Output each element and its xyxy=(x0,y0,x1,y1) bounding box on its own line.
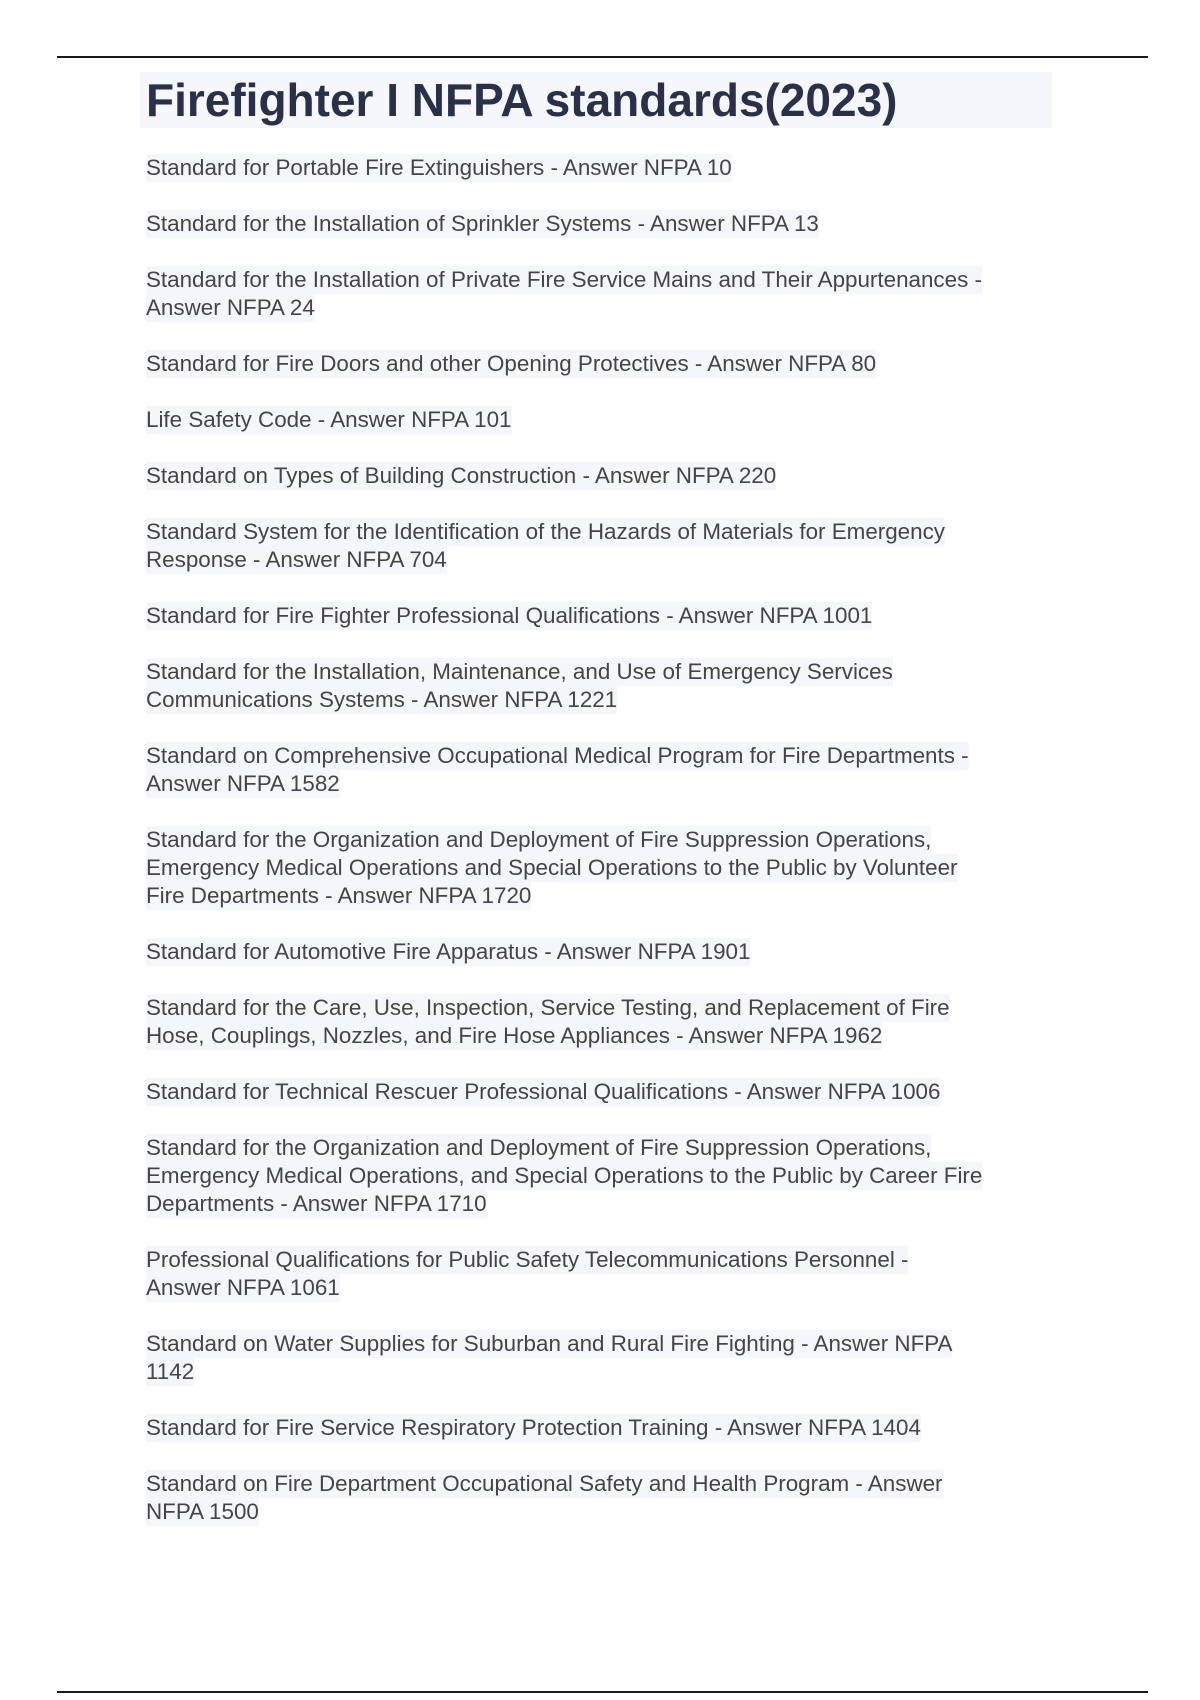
list-item xyxy=(146,266,1076,322)
list-item-line: Standard for Automotive Fire Apparatus - Answer NFPA 1901 xyxy=(146,939,751,964)
list-item xyxy=(146,518,1076,574)
list-item-line: Standard for Fire Doors and other Opening Protectives - Answer NFPA 80 xyxy=(146,351,877,376)
top-rule xyxy=(57,56,1148,58)
list-item xyxy=(146,1078,1076,1106)
list-item-line: Standard for the Installation of Sprinkler Systems - Answer NFPA 13 xyxy=(146,211,819,236)
list-item xyxy=(146,462,1076,490)
list-item-line: Answer NFPA 1061 xyxy=(146,1275,340,1300)
list-item-line: Hose, Couplings, Nozzles, and Fire Hose Appliances - Answer NFPA 1962 xyxy=(146,1023,883,1048)
list-item-line: Standard for the Installation of Private Fire Service Mains and Their Appurtenances - xyxy=(146,267,982,292)
list-item-line: Emergency Medical Operations and Special Operations to the Public by Volunteer xyxy=(146,855,958,880)
list-item xyxy=(146,938,1076,966)
list-item-line: Fire Departments - Answer NFPA 1720 xyxy=(146,883,532,908)
list-item xyxy=(146,1414,1076,1442)
list-item xyxy=(146,350,1076,378)
list-item-line: Standard for Technical Rescuer Professional Qualifications - Answer NFPA 1006 xyxy=(146,1079,941,1104)
list-item xyxy=(146,1246,1076,1302)
list-item-line: NFPA 1500 xyxy=(146,1499,259,1524)
list-item xyxy=(146,602,1076,630)
title-block xyxy=(140,72,1052,128)
bottom-rule xyxy=(57,1691,1148,1693)
list-item-line: Standard on Water Supplies for Suburban and Rural Fire Fighting - Answer NFPA xyxy=(146,1331,953,1356)
list-item-line: Emergency Medical Operations, and Special Operations to the Public by Career Fire xyxy=(146,1163,983,1188)
list-item xyxy=(146,406,1076,434)
list-item-line: Standard for Fire Service Respiratory Protection Training - Answer NFPA 1404 xyxy=(146,1415,921,1440)
list-item-line: Response - Answer NFPA 704 xyxy=(146,547,447,572)
list-item-line: Standard for the Organization and Deployment of Fire Suppression Operations, xyxy=(146,827,932,852)
list-item-line: Standard for the Care, Use, Inspection, Service Testing, and Replacement of Fire xyxy=(146,995,950,1020)
list-item-line: Standard for Portable Fire Extinguishers - Answer NFPA 10 xyxy=(146,155,732,180)
list-item xyxy=(146,658,1076,714)
list-item xyxy=(146,994,1076,1050)
list-item-line: Standard on Comprehensive Occupational Medical Program for Fire Departments - xyxy=(146,743,969,768)
page-title: Firefighter I NFPA standards(2023) xyxy=(146,74,898,126)
list-item-line: Standard for the Organization and Deployment of Fire Suppression Operations, xyxy=(146,1135,932,1160)
list-item-line: Answer NFPA 24 xyxy=(146,295,315,320)
list-item-line: Answer NFPA 1582 xyxy=(146,771,340,796)
list-item-line: Life Safety Code - Answer NFPA 101 xyxy=(146,407,512,432)
list-item xyxy=(146,210,1076,238)
list-item-line: Communications Systems - Answer NFPA 1221 xyxy=(146,687,618,712)
list-item xyxy=(146,1330,1076,1386)
list-item-line: Standard for Fire Fighter Professional Qualifications - Answer NFPA 1001 xyxy=(146,603,873,628)
list-item xyxy=(146,154,1076,182)
list-item xyxy=(146,1470,1076,1526)
list-item-line: Standard for the Installation, Maintenance, and Use of Emergency Services xyxy=(146,659,893,684)
list-item xyxy=(146,742,1076,798)
list-item-line: 1142 xyxy=(146,1359,195,1384)
list-item-line: Standard on Fire Department Occupational Safety and Health Program - Answer xyxy=(146,1471,943,1496)
list-item xyxy=(146,1134,1076,1218)
list-item-line: Departments - Answer NFPA 1710 xyxy=(146,1191,487,1216)
list-item xyxy=(146,826,1076,910)
list-item-line: Standard on Types of Building Construction - Answer NFPA 220 xyxy=(146,463,777,488)
list-item-line: Standard System for the Identification of the Hazards of Materials for Emergency xyxy=(146,519,945,544)
standards-list xyxy=(146,154,1076,1554)
list-item-line: Professional Qualifications for Public Safety Telecommunications Personnel - xyxy=(146,1247,909,1272)
